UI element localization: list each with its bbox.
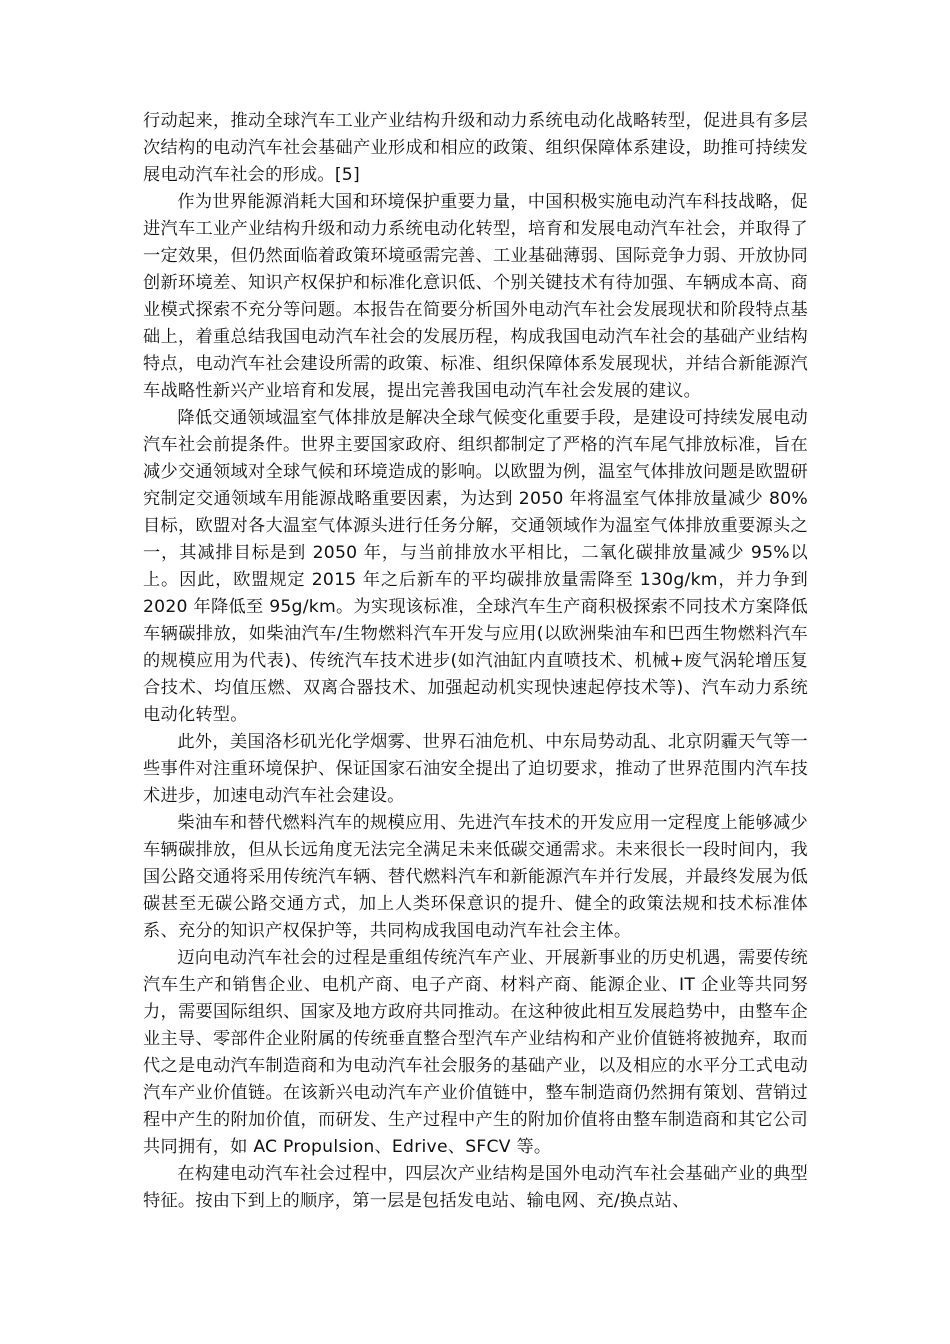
paragraph-four-layer-structure: 在构建电动汽车社会过程中，四层次产业结构是国外电动汽车社会基础产业的典型特征。按由下到上的顺序，第一层是包括发电站、输电网、充/换点站、	[143, 1164, 808, 1211]
paragraph-low-carbon-transport: 柴油车和替代燃料汽车的规模应用、先进汽车技术的开发应用一定程度上能够减少车辆碳排放，但从长远角度无法完全满足未来低碳交通需求。未来很长一段时间内，我国公路交通将采用传统汽车辆、替代燃料汽车和新能源汽车并行发展，并最终发展为低碳甚至无碳公路交通方式，加上人类环保意识的提升、健全的政策法规和技术标准体系、充分的知识产权保护等，共同构成我国电动汽车社会主体。	[143, 813, 808, 941]
paragraph-emissions-reduction: 降低交通领域温室气体排放是解决全球气候变化重要手段，是建设可持续发展电动汽车社会前提条件。世界主要国家政府、组织都制定了严格的汽车尾气排放标准，旨在减少交通领域对全球气候和环境造成的影响。以欧盟为例，温室气体排放问题是欧盟研究制定交通领域车用能源战略重要因素，为达到 2050 年将温室气体排放量减少 80%目标，欧盟对各大温室气体源头进行任务分解，交通领域作为温室气体排放重要源头之一，其减排目标是到 2050 年，与当前排放水平相比，二氧化碳排放量减少 95%以上。因此，欧盟规定 2015 年之后新车的平均碳排放量需降至 130g/km，并力争到 2020 年降低至 95g/km。为实现该标准，全球汽车生产商积极探索不同技术方案降低车辆碳排放，如柴油汽车/生物燃料汽车开发与应用(以欧洲柴油车和巴西生物燃料汽车的规模应用为代表)、传统汽车技术进步(如汽油缸内直喷技术、机械+废气涡轮增压复合技术、均值压燃、双离合器技术、加强起动机实现快速起停技术等)、汽车动力系统电动化转型。	[143, 408, 808, 725]
document-body	[143, 108, 808, 1215]
paragraph-china-strategy: 作为世界能源消耗大国和环境保护重要力量，中国积极实施电动汽车科技战略，促进汽车工业产业结构升级和动力系统电动化转型，培育和发展电动汽车社会，并取得了一定效果，但仍然面临着政策环境亟需完善、工业基础薄弱、国际竞争力弱、开放协同创新环境差、知识产权保护和标准化意识低、个别关键技术有待加强、车辆成本高、商业模式探索不充分等问题。本报告在简要分析国外电动汽车社会发展现状和阶段特点基础上，着重总结我国电动汽车社会的发展历程，构成我国电动汽车社会的基础产业结构特点，电动汽车社会建设所需的政策、标准、组织保障体系发展现状，并结合新能源汽车战略性新兴产业培育和发展，提出完善我国电动汽车社会发展的建议。	[143, 192, 808, 401]
paragraph-environmental-events: 此外，美国洛杉矶光化学烟雾、世界石油危机、中东局势动乱、北京阴霾天气等一些事件对注重环境保护、保证国家石油安全提出了迫切要求，推动了世界范围内汽车技术进步，加速电动汽车社会建设。	[143, 732, 808, 806]
paragraph-industry-restructuring: 迈向电动汽车社会的过程是重组传统汽车产业、开展新事业的历史机遇，需要传统汽车生产和销售企业、电机产商、电子产商、材料产商、能源企业、IT 企业等共同努力，需要国际组织、国家及地方政府共同推动。在这种彼此相互发展趋势中，由整车企业主导、零部件企业附属的传统垂直整合型汽车产业结构和产业价值链将被抛弃，取而代之是电动汽车制造商和为电动汽车社会服务的基础产业，以及相应的水平分工式电动汽车产业价值链。在该新兴电动汽车产业价值链中，整车制造商仍然拥有策划、营销过程中产生的附加价值，而研发、生产过程中产生的附加价值将由整车制造商和其它公司共同拥有，如 AC Propulsion、Edrive、SFCV 等。	[143, 948, 808, 1157]
paragraph-continuation: 行动起来，推动全球汽车工业产业结构升级和动力系统电动化战略转型，促进具有多层次结构的电动汽车社会基础产业形成和相应的政策、组织保障体系建设，助推可持续发展电动汽车社会的形成。[5]	[143, 111, 808, 185]
